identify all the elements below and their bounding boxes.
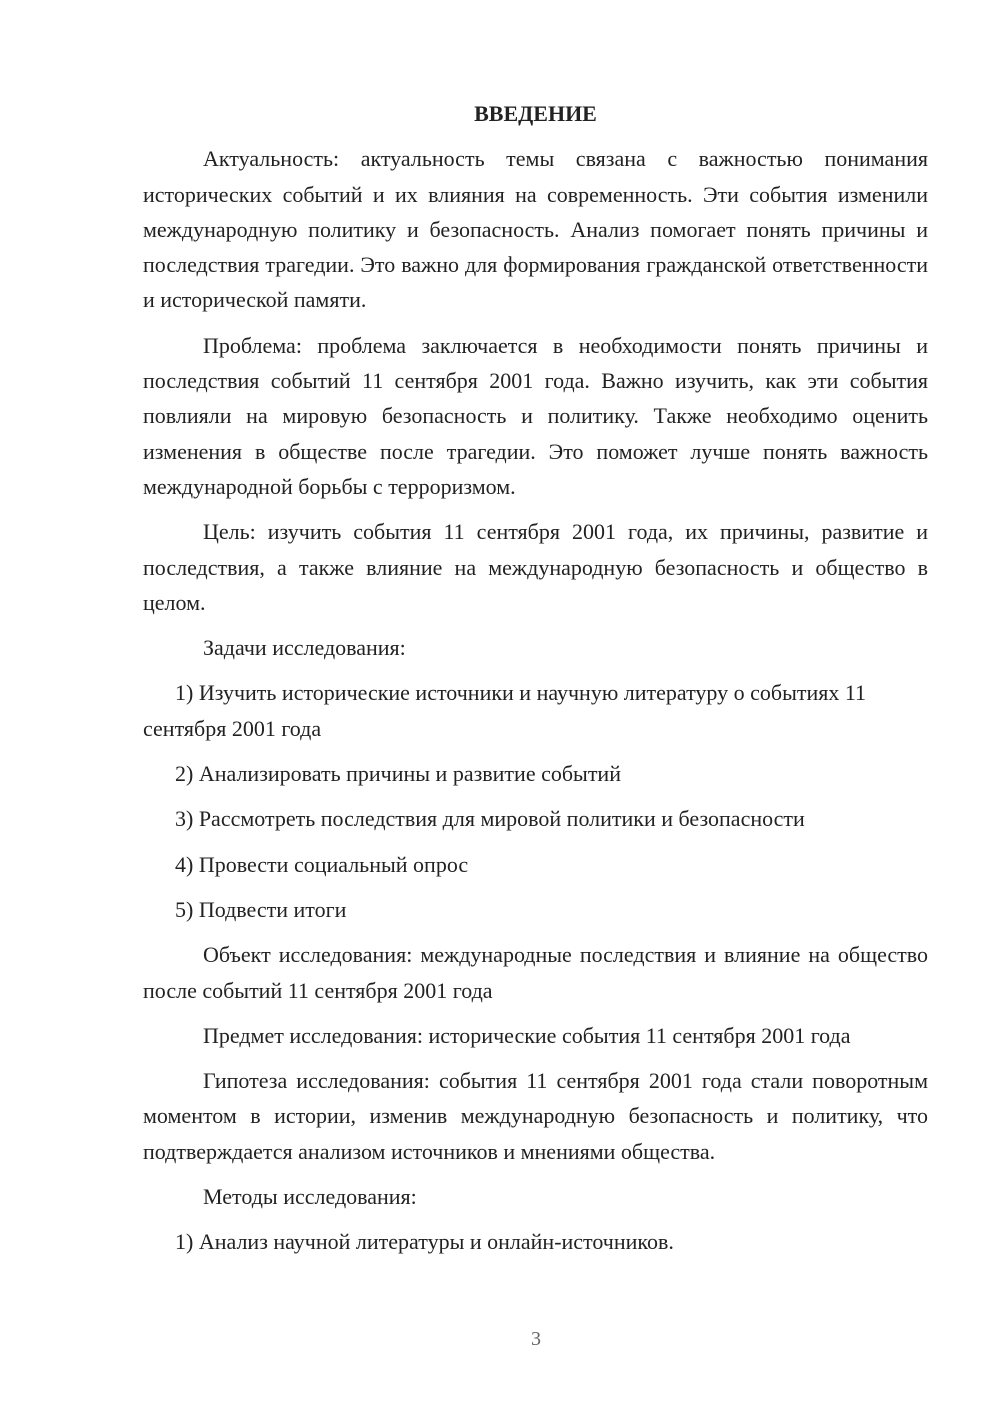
list-item: 1) Анализ научной литературы и онлайн-источников. [175, 1229, 674, 1255]
tasks-list [143, 675, 928, 927]
page-content [143, 96, 928, 1270]
tasks-heading: Задачи исследования: [203, 635, 406, 661]
list-item: 3) Рассмотреть последствия для мировой политики и безопасности [175, 806, 805, 832]
list-item: 1) Изучить исторические источники и научную литературу о событиях 11 сентября 2001 года [143, 680, 867, 741]
subject-paragraph: Предмет исследования: исторические события 11 сентября 2001 года [203, 1022, 851, 1048]
hypothesis-paragraph: Гипотеза исследования: события 11 сентября 2001 года стали поворотным моментом в истории, изменив международную безопасность и политику, что подтверждается анализом источников и мнениями общества. [143, 1068, 928, 1164]
list-item: 5) Подвести итоги [175, 896, 347, 922]
object-paragraph: Объект исследования: международные последствия и влияние на общество после событий 11 сентября 2001 года [143, 942, 928, 1003]
methods-heading: Методы исследования: [203, 1184, 417, 1210]
problem-paragraph: Проблема: проблема заключается в необходимости понять причины и последствия событий 11 сентября 2001 года. Важно изучить, как эти события повлияли на мировую безопасность и политику. Также необходимо оценить изменения в обществе после трагедии. Это поможет лучше понять важность международной борьбы с терроризмом. [143, 332, 928, 499]
goal-paragraph: Цель: изучить события 11 сентября 2001 года, их причины, развитие и последствия, а также влияние на международную безопасность и общество в целом. [143, 519, 928, 615]
methods-list [143, 1224, 928, 1259]
list-item: 2) Анализировать причины и развитие событий [175, 761, 621, 787]
section-title: ВВЕДЕНИЕ [474, 101, 597, 126]
page-number: 3 [531, 1328, 541, 1350]
list-item: 4) Провести социальный опрос [175, 851, 469, 877]
relevance-paragraph: Актуальность: актуальность темы связана с важностью понимания исторических событий и их влияния на современность. Эти события изменили международную политику и безопасность. Анализ помогает понять причины и последствия трагедии. Это важно для формирования гражданской ответственности и исторической памяти. [143, 146, 928, 313]
